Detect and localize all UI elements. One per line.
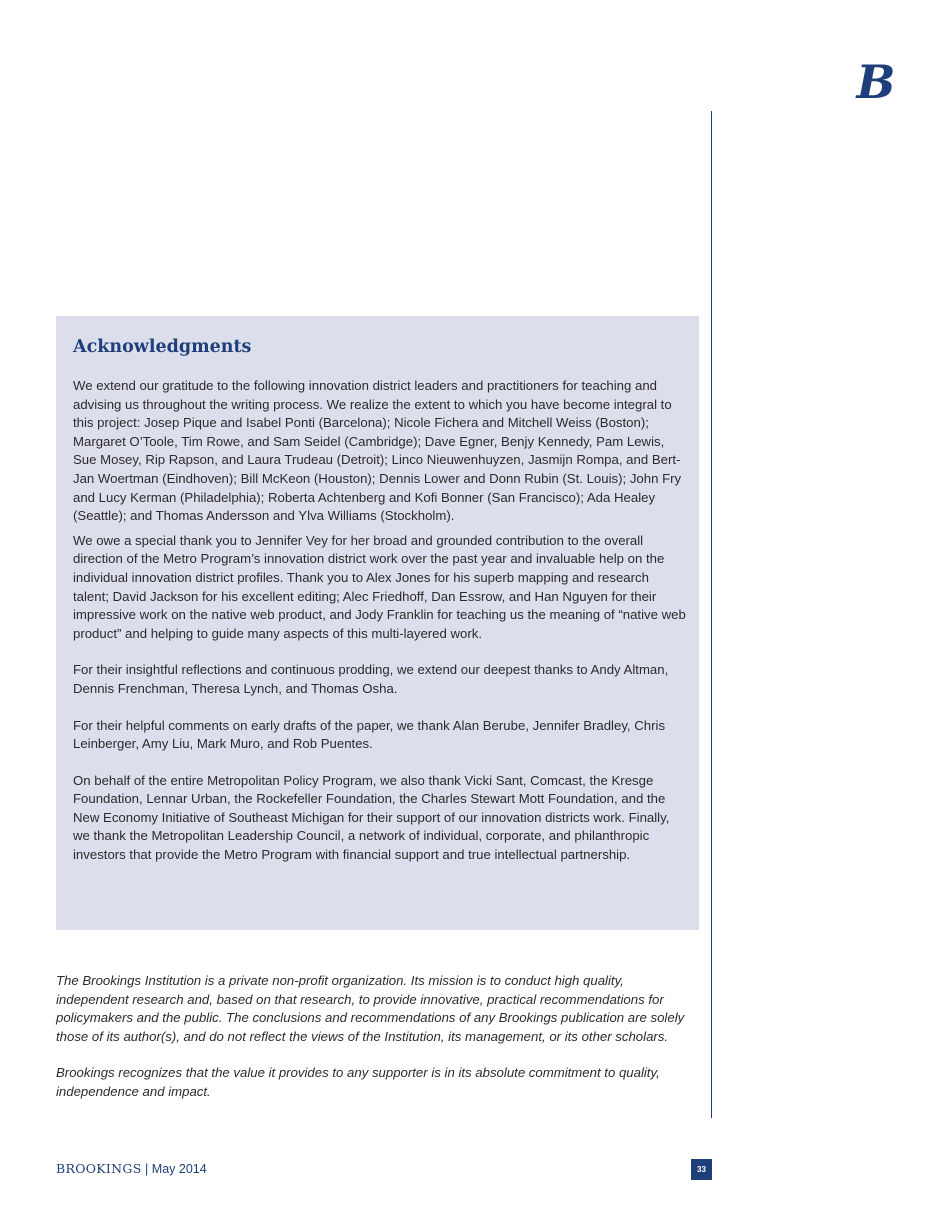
acknowledgments-paragraph: For their helpful comments on early drafts of the paper, we thank Alan Berube, Jennifer Bradley, Chris Leinberger, Amy Liu, Mark Muro, and Rob Puentes. <box>73 717 666 752</box>
brookings-b-logo-icon <box>855 58 897 104</box>
acknowledgments-box <box>56 316 699 930</box>
page-number-badge: 33 <box>691 1159 712 1180</box>
footer-brand-name: BROOKINGS <box>56 1161 142 1176</box>
vertical-divider <box>711 111 712 1118</box>
disclaimer-paragraph: Brookings recognizes that the value it provides to any supporter is in its absolute commitment to quality, independence and impact. <box>56 1065 660 1099</box>
acknowledgments-paragraph: We extend our gratitude to the following innovation district leaders and practitioners for teaching and advising us throughout the writing process. We realize the extent to which you have become integral to this project: Josep Pique and Isabel Ponti (Barcelona); Nicole Fichera and Mitchell Weiss (Boston); Margaret O’Toole, Tim Rowe, and Sam Seidel (Cambridge); Dave Egner, Benjy Kennedy, Pam Lewis, Sue Mosey, Rip Rapson, and Laura Trudeau (Detroit); Linco Nieuwenhuyzen, Jasmijn Rompa, and Bert-Jan Woertman (Eindhoven); Bill McKeon (Houston); Dennis Lower and Donn Rubin (St. Louis); John Fry and Lucy Kerman (Philadelphia); Roberta Achtenberg and Kofi Bonner (San Francisco); Ada Healey (Seattle); and Thomas Andersson and Ylva Williams (Stockholm). <box>73 378 682 524</box>
acknowledgments-title: Acknowledgments <box>73 337 252 357</box>
footer-date: May 2014 <box>151 1162 207 1176</box>
footer-separator: | <box>145 1162 149 1176</box>
acknowledgments-paragraph: We owe a special thank you to Jennifer Vey for her broad and grounded contribution to the overall direction of the Metro Program’s innovation district work over the past year and invaluable help on the individual innovation district profiles. Thank you to Alex Jones for his superb mapping and research talent; David Jackson for his excellent editing; Alec Friedhoff, Dan Essrow, and Han Nguyen for their impressive work on the native web product, and Jody Franklin for teaching us the meaning of “native web product” and helping to guide many aspects of this multi-layered work. <box>73 532 686 641</box>
footer-brand <box>56 1160 207 1178</box>
disclaimer <box>56 972 696 1102</box>
disclaimer-paragraph: The Brookings Institution is a private non-profit organization. Its mission is to conduct high quality, independent research and, based on that research, to provide innovative, practical recommendations for policymakers and the public. The conclusions and recommendations of any Brookings publication are solely those of its author(s), and do not reflect the views of the Institution, its management, or its other scholars. <box>56 973 685 1044</box>
acknowledgments-paragraph: For their insightful reflections and continuous prodding, we extend our deepest thanks to Andy Altman, Dennis Frenchman, Theresa Lynch, and Thomas Osha. <box>73 662 669 696</box>
acknowledgments-paragraph: On behalf of the entire Metropolitan Policy Program, we also thank Vicki Sant, Comcast, the Kresge Foundation, Lennar Urban, the Rockefeller Foundation, the Charles Stewart Mott Foundation, and the New Economy Initiative of Southeast Michigan for their support of our innovation districts work. Finally, we thank the Metropolitan Leadership Council, a network of individual, corporate, and philanthropic investors that provide the Metro Program with financial support and true intellectual partnership. <box>73 772 670 863</box>
svg-text:B: B <box>856 58 896 104</box>
